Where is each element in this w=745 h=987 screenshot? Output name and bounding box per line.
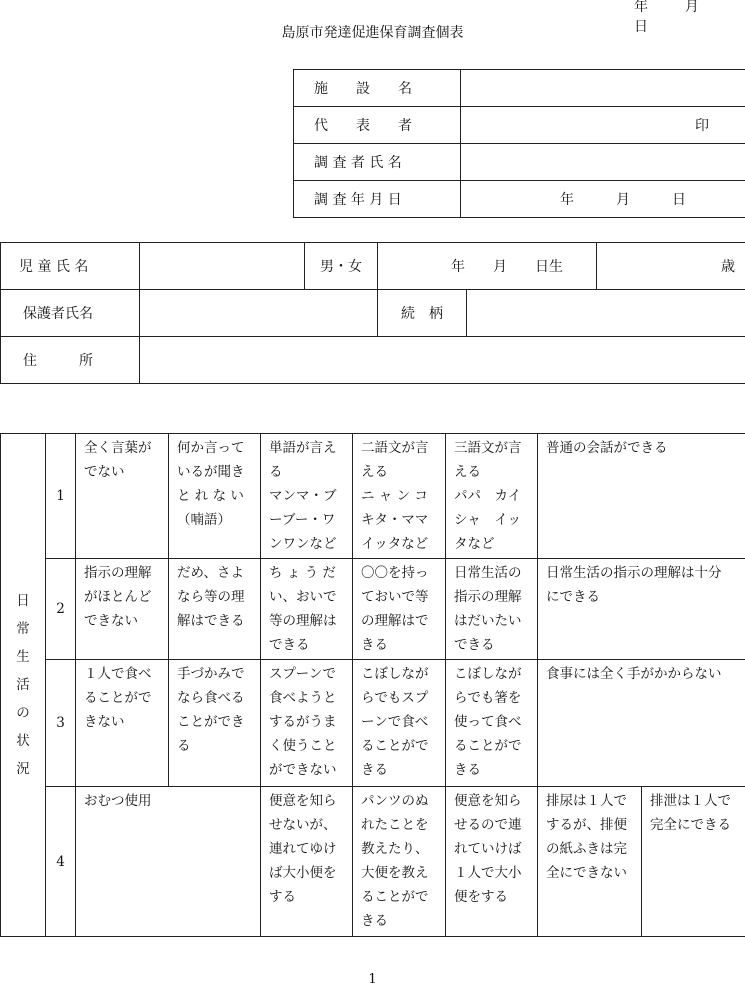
survey-cell[interactable]: 二語文が言 える ニ ャ ン コ キタ・ママ イッタなど bbox=[353, 434, 446, 559]
survey-date-row bbox=[294, 181, 745, 218]
date-month: 月 bbox=[684, 0, 699, 15]
survey-cell[interactable]: １人で食べ ることがで きない bbox=[76, 660, 169, 787]
child-name-field[interactable] bbox=[140, 243, 305, 290]
child-name-label: 児 童 氏 名 bbox=[1, 243, 140, 290]
survey-date-field[interactable] bbox=[461, 181, 745, 218]
birth-date-value: 年 月 日生 bbox=[451, 259, 563, 275]
survey-row-3 bbox=[1, 660, 745, 787]
facility-row bbox=[294, 70, 745, 107]
address-field[interactable] bbox=[140, 337, 745, 384]
relation-label: 続 柄 bbox=[378, 290, 467, 337]
survey-cell[interactable]: スプーンで 食べようと するがうま く使うこと ができない bbox=[261, 660, 353, 787]
surveyor-label: 調 査 者 氏 名 bbox=[294, 144, 461, 181]
row-number: 2 bbox=[46, 559, 76, 660]
survey-cell[interactable]: 排泄は１人で 完全にできる bbox=[642, 787, 745, 937]
survey-cell[interactable]: こぼしなが らでもスプ ーンで食べ ることがで きる bbox=[353, 660, 446, 787]
guardian-label: 保護者氏名 bbox=[1, 290, 140, 337]
page-title: 島原市発達促進保育調査個表 bbox=[281, 25, 464, 41]
survey-cell[interactable]: 排尿は１人で するが、排便 の紙ふきは完 全にできない bbox=[538, 787, 642, 937]
facility-table bbox=[293, 69, 745, 218]
relation-field[interactable] bbox=[467, 290, 745, 337]
survey-cell[interactable]: 単語が言え る マンマ・ブ ーブー・ワ ンワンなど bbox=[261, 434, 353, 559]
survey-row-2 bbox=[1, 559, 745, 660]
survey-cell[interactable]: 便意を知ら せないが、 連れてゆけ ば大小便を する bbox=[261, 787, 353, 937]
representative-field[interactable] bbox=[461, 107, 745, 144]
representative-label: 代 表 者 bbox=[294, 107, 461, 144]
row-number: 3 bbox=[46, 660, 76, 787]
survey-table bbox=[0, 433, 745, 937]
age-unit: 歳 bbox=[721, 259, 735, 275]
survey-cell[interactable]: 便意を知ら せるので連 れていけば １人で大小 便をする bbox=[446, 787, 538, 937]
surveyor-field[interactable] bbox=[461, 144, 745, 181]
survey-cell[interactable]: 全く言葉が でない bbox=[76, 434, 169, 559]
birth-date-field[interactable] bbox=[378, 243, 597, 290]
facility-name-label: 施 設 名 bbox=[294, 70, 461, 107]
age-field[interactable] bbox=[597, 243, 745, 290]
survey-cell[interactable]: 日常生活の 指示の理解 はだいたい できる bbox=[446, 559, 538, 660]
survey-cell[interactable]: こぼしなが らでも箸を 使って食べ ることがで きる bbox=[446, 660, 538, 787]
survey-cell[interactable]: 指示の理解 がほとんど できない bbox=[76, 559, 169, 660]
row-number: 4 bbox=[46, 787, 76, 937]
row-number: 1 bbox=[46, 434, 76, 559]
survey-row-4 bbox=[1, 787, 745, 937]
survey-cell[interactable]: だめ、さよ なら等の理 解はできる bbox=[169, 559, 261, 660]
survey-row-1 bbox=[1, 434, 745, 559]
seal-mark: 印 bbox=[695, 118, 709, 134]
child-table bbox=[0, 242, 745, 384]
surveyor-row bbox=[294, 144, 745, 181]
survey-cell[interactable]: おむつ使用 bbox=[76, 787, 261, 937]
facility-name-field[interactable] bbox=[461, 70, 745, 107]
sex-field[interactable]: 男・女 bbox=[305, 243, 378, 290]
guardian-row bbox=[1, 290, 745, 337]
address-label: 住 所 bbox=[1, 337, 140, 384]
survey-cell[interactable]: 普通の会話ができる bbox=[538, 434, 745, 559]
survey-date-label: 調 査 年 月 日 bbox=[294, 181, 461, 218]
representative-row bbox=[294, 107, 745, 144]
date-year: 年 bbox=[634, 0, 648, 15]
survey-cell[interactable]: 食事には全く手がかからない bbox=[538, 660, 745, 787]
survey-date-value: 年 月 日 bbox=[560, 192, 686, 208]
address-row bbox=[1, 337, 745, 384]
daily-life-status-label: 日 常 生 活 の 状 況 bbox=[1, 434, 46, 937]
survey-cell[interactable]: 〇〇を持っ ておいで等 の理解はで きる bbox=[353, 559, 446, 660]
survey-cell[interactable]: ち ょ う だ い、おいで 等の理解は できる bbox=[261, 559, 353, 660]
survey-cell[interactable]: 何か言って いるが聞き と れ な い （喃語） bbox=[169, 434, 261, 559]
date-day: 日 bbox=[634, 19, 648, 35]
child-name-row bbox=[1, 243, 745, 290]
survey-cell[interactable]: 手づかみで なら食べる ことができ る bbox=[169, 660, 261, 787]
survey-cell[interactable]: パンツのぬ れたことを 教えたり、 大便を教え ることがで きる bbox=[353, 787, 446, 937]
survey-cell[interactable]: 三語文が言 える パパ カイ シャ イッ タなど bbox=[446, 434, 538, 559]
survey-cell[interactable]: 日常生活の指示の理解は十分 にできる bbox=[538, 559, 745, 660]
page-number: 1 bbox=[368, 972, 377, 987]
guardian-field[interactable] bbox=[140, 290, 378, 337]
